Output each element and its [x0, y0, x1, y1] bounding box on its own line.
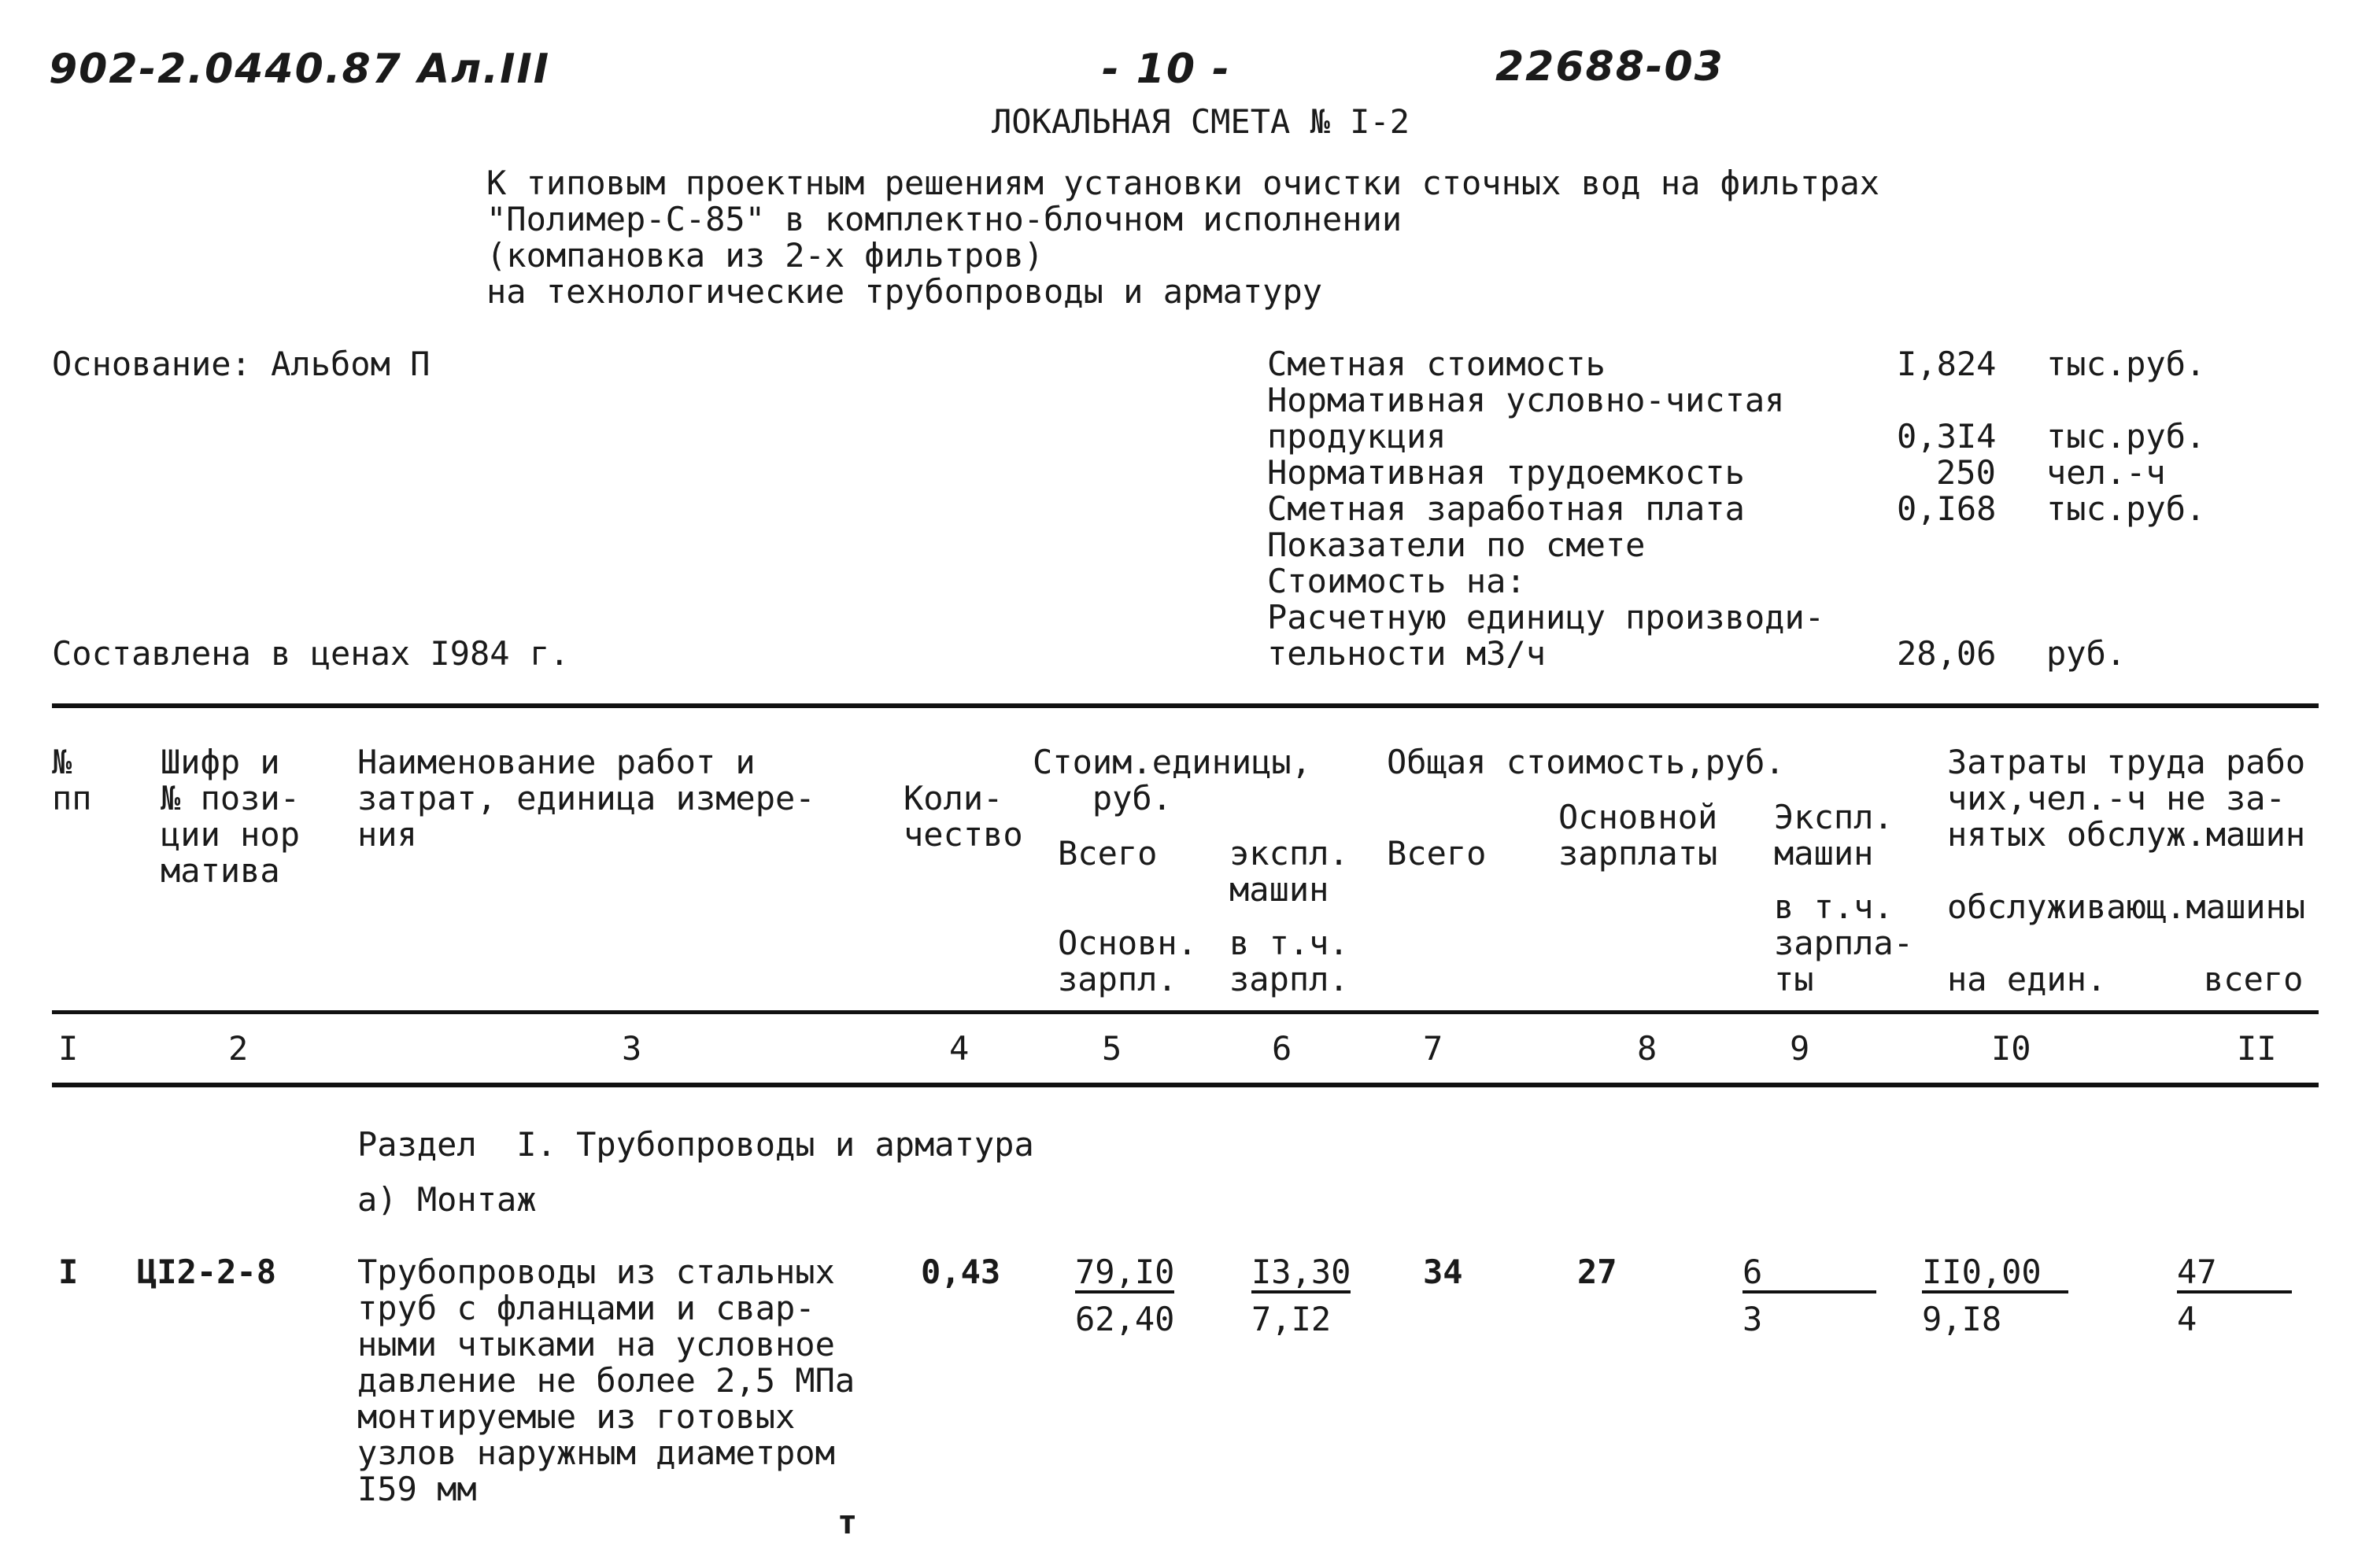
- indicator-label: продукция: [1267, 417, 1447, 456]
- column-number: 2: [228, 1029, 249, 1068]
- header-col-unit-cost: Стоим.единицы, руб.: [1033, 743, 1312, 817]
- header-col5-total: Всего: [1058, 834, 1158, 873]
- subtitle-line: на технологические трубопроводы и арматуру: [486, 272, 1323, 311]
- header-col7-total: Всего: [1387, 834, 1487, 873]
- row-unit-machine-wages: 7,I2: [1251, 1300, 1332, 1338]
- registration-number: 22688-03: [1495, 43, 1724, 90]
- document-code: 902-2.0440.87 Ал.III: [49, 46, 551, 93]
- compiled-prices-text: Составлена в ценах I984 г.: [52, 634, 570, 673]
- column-number: I: [58, 1029, 79, 1068]
- column-number: 8: [1637, 1029, 1658, 1068]
- row-total-machines: [1743, 1254, 1876, 1293]
- indicator-label: Нормативная трудоемкость: [1267, 453, 1745, 492]
- indicator-value: 0,I68: [1897, 489, 1997, 528]
- subtitle-line: К типовым проектным решениям установки очистки сточных вод на фильтрах: [486, 164, 1880, 202]
- header-col-quantity: Коли- чество: [904, 779, 1023, 854]
- row-total-machines-value: 6: [1743, 1253, 1763, 1291]
- header-col9-wages: в т.ч. зарпла- ты: [1774, 888, 1914, 998]
- header-col8-wages: Основной зарплаты: [1558, 798, 1718, 873]
- row-unit-machines: [1251, 1254, 1351, 1293]
- subtitle-line: (компановка из 2-х фильтров): [486, 236, 1044, 275]
- row-labor-total: [2177, 1254, 2292, 1293]
- header-col-total-cost: Общая стоимость,руб.: [1387, 743, 1785, 781]
- row-code: ЦI2-2-8: [137, 1253, 277, 1291]
- row-unit-total-value: 79,I0: [1075, 1254, 1174, 1293]
- column-number: II: [2237, 1029, 2277, 1068]
- header-col-name: Наименование работ и затрат, единица измере- ния: [357, 743, 815, 854]
- column-number: 9: [1790, 1029, 1810, 1068]
- column-number: 4: [949, 1029, 970, 1068]
- indicator-label: Сметная стоимость: [1267, 345, 1606, 383]
- page-number: - 10 -: [1102, 46, 1231, 93]
- indicator-label: Показатели по смете: [1267, 526, 1646, 564]
- header-col-machine-service: обслуживающ.машины: [1947, 888, 2306, 926]
- column-number: 6: [1272, 1029, 1292, 1068]
- indicator-unit: чел.-ч: [2046, 453, 2166, 492]
- row-machine-labor-total: 4: [2177, 1300, 2197, 1338]
- section-title: Раздел I. Трубопроводы и арматура: [357, 1125, 1034, 1164]
- indicator-value: 250: [1936, 453, 1996, 492]
- column-number: 5: [1102, 1029, 1122, 1068]
- indicator-value: 0,3I4: [1897, 417, 1997, 456]
- header-bottom-rule: [52, 1010, 2319, 1014]
- indicator-label: Нормативная условно-чистая: [1267, 381, 1785, 419]
- header-col5-wages: Основн. зарпл.: [1058, 924, 1198, 998]
- basis-text: Основание: Альбом П: [52, 345, 431, 383]
- column-numbers-rule: [52, 1083, 2319, 1087]
- row-labor-per-unit: [1922, 1254, 2068, 1293]
- header-col-labor: Затраты труда рабо чих,чел.-ч не за- нятых обслуж.машин: [1947, 743, 2306, 854]
- row-total-cost: 34: [1423, 1253, 1463, 1291]
- indicator-unit: тыс.руб.: [2046, 489, 2206, 528]
- indicator-label: тельности м3/ч: [1267, 634, 1547, 673]
- indicator-unit: руб.: [2046, 634, 2127, 673]
- column-number: I0: [1991, 1029, 2031, 1068]
- indicator-label: Расчетную единицу производи-: [1267, 598, 1825, 637]
- row-unit-machines-value: I3,30: [1251, 1254, 1351, 1293]
- header-col9-machines: Экспл. машин: [1774, 798, 1894, 873]
- column-number: 3: [622, 1029, 642, 1068]
- header-col6-machines: экспл. машин: [1229, 834, 1349, 909]
- row-quantity: 0,43: [921, 1253, 1001, 1291]
- row-unit-total: [1075, 1254, 1174, 1293]
- row-description: Трубопроводы из стальных труб с фланцами и свар- ными чтыками на условное давление не более 2,5 МПа монтируемые из готовых узлов наружным диаметром I59 мм: [357, 1253, 856, 1508]
- row-unit-wages: 62,40: [1075, 1300, 1175, 1338]
- row-labor-per-unit-value: II0,00: [1922, 1253, 2042, 1291]
- header-col-number: № пп: [52, 743, 92, 817]
- estimate-title: ЛОКАЛЬНАЯ СМЕТА № I-2: [992, 102, 1410, 141]
- indicator-label: Сметная заработная плата: [1267, 489, 1745, 528]
- row-unit: т: [837, 1503, 858, 1541]
- indicator-unit: тыс.руб.: [2046, 417, 2206, 456]
- subtitle-line: "Полимер-С-85" в комплектно-блочном исполнении: [486, 200, 1402, 238]
- table-top-rule: [52, 703, 2319, 708]
- row-machine-labor-per-unit: 9,I8: [1922, 1300, 2002, 1338]
- row-total-machine-wages: 3: [1743, 1300, 1763, 1338]
- indicator-value: 28,06: [1897, 634, 1997, 673]
- header-col11-total: всего: [2204, 960, 2304, 998]
- row-number: I: [58, 1253, 79, 1291]
- row-labor-total-value: 47: [2177, 1253, 2217, 1291]
- header-col-code: Шифр и № пози- ции нор матива: [161, 743, 301, 890]
- indicator-unit: тыс.руб.: [2046, 345, 2206, 383]
- header-col6-wages: в т.ч. зарпл.: [1229, 924, 1349, 998]
- section-subtitle: а) Монтаж: [357, 1180, 537, 1219]
- row-total-wages: 27: [1577, 1253, 1617, 1291]
- column-number: 7: [1423, 1029, 1443, 1068]
- indicator-label: Стоимость на:: [1267, 562, 1526, 600]
- indicator-value: I,824: [1897, 345, 1997, 383]
- header-col10-per-unit: на един.: [1947, 960, 2107, 998]
